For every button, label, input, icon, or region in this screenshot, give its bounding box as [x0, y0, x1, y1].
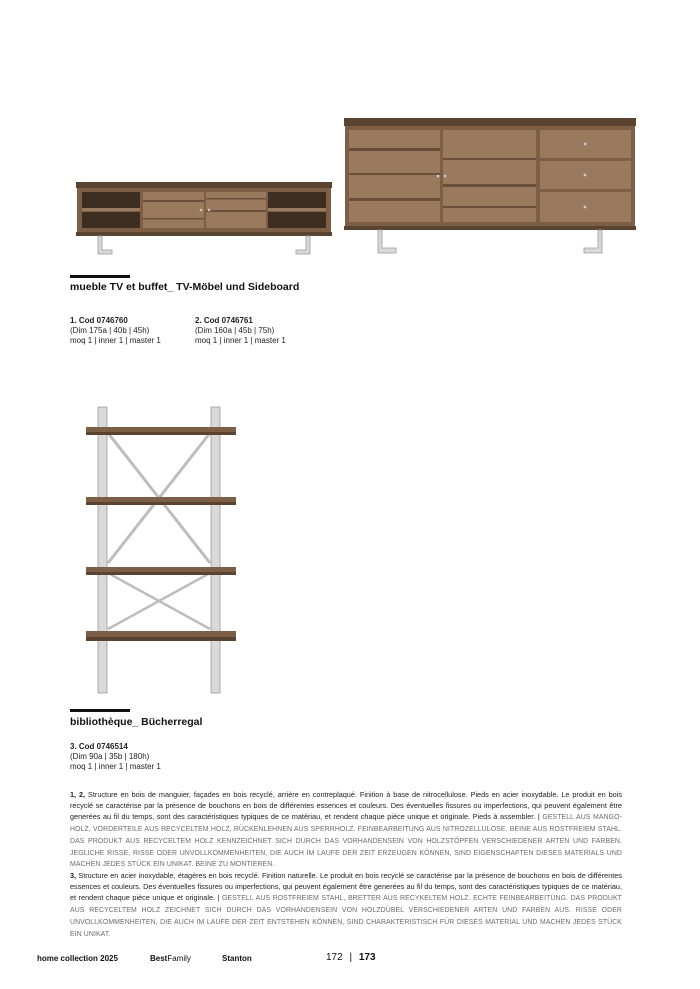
product-spec — [70, 316, 190, 346]
page-separator: | — [349, 952, 353, 963]
product-moq: moq 1 | inner 1 | master 1 — [195, 336, 286, 345]
brand-best: Best — [150, 954, 168, 963]
product-spec — [70, 742, 190, 772]
description-number: 1, 2, — [70, 790, 86, 799]
section-rule — [70, 709, 130, 712]
product-dimensions: (Dim 90a | 35b | 180h) — [70, 752, 150, 761]
page-numbers — [326, 952, 376, 963]
footer-brand-logo — [150, 954, 191, 963]
product-code: 2. Cod 0746761 — [195, 316, 253, 325]
line-name: Stanton — [222, 954, 252, 963]
description-german: GESTELL AUS ROSTFREIEM STAHL, BRETTER AUS RECYKELTEM HOLZ. ECHTE FEINBEARBEITUNG. DAS PRODUKT AUS RECYCELTEM HOLZ ZEICHNET SICH DURCH DAS VORHANDENSEIN VON HOLZDÜBEL VERSCHIEDENER ARTEN UND FARBEN AUS. RISSE ODER UNVOLLKOMMENHEITEN, DIE AUCH IM LAUFE DER ZEIT ENTSTEHEN KÖNNEN, SIND CHARAKTERISTISCH FÜR DIESES MATERIAL UND MACHEN JEDES STÜCK EIN UNIKAT. — [70, 895, 622, 938]
product-moq: moq 1 | inner 1 | master 1 — [70, 336, 161, 345]
description-french: Structure en acier inoxydable, étagères en bois recyclé. Finition naturelle. Le produit en bois recyclé se caractérise par la présence de bouchons en bois de différentes essences et couleurs. Des éventuelles fissures ou imperfections, qui peuvent également être generées au fil du temps, sont des caractéristiques typiques de ce matériau, et rendent chaque pièce unique et originale. | — [70, 871, 622, 903]
description-french: Structure en bois de manguier, façades en bois recyclé, arrière en contreplaqué. Finition à base de nitrocellulose. Pieds en acier inoxydable. Le produit en bois recyclé se caractérise par la présence de bouchons en bois de différentes essences et couleurs. Des éventuelles fissures ou imperfections, qui peuvent également être generées au fil du temps, sont des caractéristiques typiques de ce matériau, et rendent chaque pièce unique et originale. Pieds à assembler. | — [70, 790, 622, 821]
product-moq: moq 1 | inner 1 | master 1 — [70, 762, 161, 771]
page-left: 172 — [326, 952, 343, 963]
section-rule — [70, 275, 130, 278]
page-right: 173 — [358, 952, 376, 963]
product-description — [70, 790, 622, 941]
brand-family: Family — [167, 954, 191, 963]
section-title: bibliothèque_ Bücherregal — [70, 716, 203, 728]
description-number: 3, — [70, 871, 77, 881]
description-german: GESTELL AUS MANGO-HOLZ, VORDERTEILE AUS RECYCELTEM HOLZ, RÜCKENLEHNEN AUS SPERRHOLZ. FEINBEARBEITUNG AUS NITROZELLULOSE. BEINE AUS ROSTFREIEM STAHL. DAS PRODUKT AUS RECYCELTEM HOLZ KENNZEICHNET SICH DURCH DAS VORHANDENSEIN VON HOLZSTÖPFEN VERSCHIEDENER ARTEN UND FARBEN. JEGLICHE RISSE, RISSE ODER UNVOLLKOMMENHEITEN, DIE AUCH IM LAUFE DER ZEIT ERZEUGEN KÖNNEN, SIND EIGENSCHAFTEN DIESES MATERIALS UND MACHEN JEDES STÜCK EIN UNIKAT. BEINE ZU MONTIEREN. — [70, 813, 622, 869]
product-dimensions: (Dim 175a | 40b | 45h) — [70, 326, 150, 335]
product-code: 3. Cod 0746514 — [70, 742, 128, 751]
section-title: mueble TV et buffet_ TV-Möbel und Sideboard — [70, 281, 300, 293]
bookshelf-image — [84, 405, 240, 695]
product-spec — [195, 316, 315, 346]
tv-cabinet-image — [76, 182, 332, 256]
product-code: 1. Cod 0746760 — [70, 316, 128, 325]
footer-collection — [37, 954, 118, 963]
footer-line — [222, 954, 252, 963]
sideboard-image — [344, 118, 636, 256]
product-dimensions: (Dim 160a | 45b | 75h) — [195, 326, 275, 335]
collection-label: home collection 2025 — [37, 954, 118, 963]
